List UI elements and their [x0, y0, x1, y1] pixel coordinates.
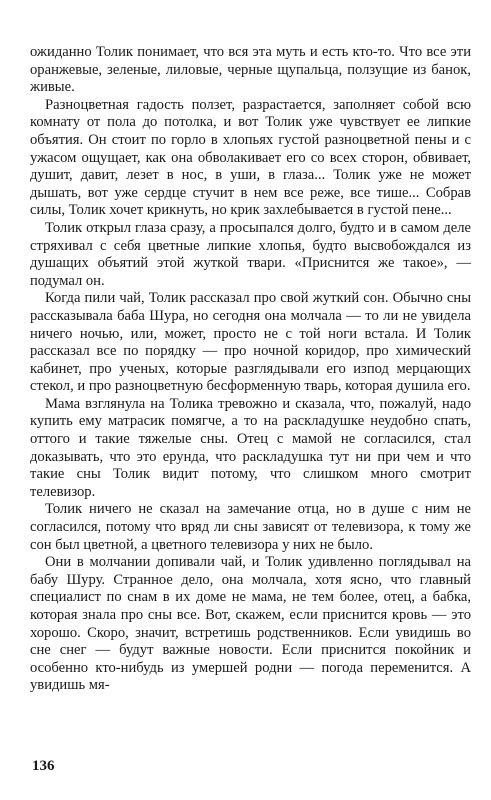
page-number: 136: [32, 758, 55, 774]
paragraph-5: Мама взглянула на Толика тревожно и сказала, что, пожалуй, надо купить ему матрасик помягче, а то на раскладушке неудобно спать, оттого и такие тяжелые сны. Отец с мамой не согласился, стал доказывать, что это ерунда, что раскладушка тут ни при чем и что такие сны Толик видит потому, что слишком много смотрит телевизор.: [30, 395, 471, 500]
paragraph-7: Они в молчании допивали чай, и Толик удивленно поглядывал на бабу Шуру. Странное дело, она молчала, хотя ясно, что главный специалист по снам в их доме не мама, не тем более, отец, а бабка, которая знала про сны все. Вот, скажем, если приснится кровь — это хорошо. Скоро, значит, встретишь родственников. Если увидишь во сне снег — будут важные новости. Если приснится покойник и особенно кто-нибудь из умершей родни — погода переменится. А увидишь мя-: [30, 554, 471, 694]
paragraph-4: Когда пили чай, Толик рассказал про свой жуткий сон. Обычно сны рассказывала баба Шура, но сегодня она молчала — то ли не увидела ничего ночью, или, может, просто не с той ноги встала. И Толик рассказал все по порядку — про ночной коридор, про химический кабинет, про ученых, которые разглядывали его изпод мерцающих стекол, и про разноцветную бесформенную тварь, которая душила его.: [30, 290, 471, 395]
paragraph-1: ожиданно Толик понимает, что вся эта муть и есть кто-то. Что все эти оранжевые, зеленые, лиловые, черные щупальца, ползущие из банок, живые.: [30, 44, 471, 96]
book-page-text: [30, 44, 471, 695]
paragraph-3: Толик открыл глаза сразу, а просыпался долго, будто и в самом деле стряхивал с себя цветные липкие хлопья, будто высвобождался из душащих объятий этой жуткой твари. «Приснится же такое», — подумал он.: [30, 219, 471, 289]
paragraph-2: Разноцветная гадость ползет, разрастается, заполняет собой всю комнату от пола до потолка, и вот Толик уже чувствует ее липкие объятия. Он стоит по горло в хлопьях густой разноцветной пены и с ужасом ощущает, как она обволакивает его со всех сторон, обвивает, душит, давит, лезет в нос, в уши, в глаза... Толик уже не может дышать, вот уже сердце стучит в нем все реже, все тише... Собрав силы, Толик хочет крикнуть, но крик захлебывается в густой пене...: [30, 96, 471, 219]
paragraph-6: Толик ничего не сказал на замечание отца, но в душе с ним не согласился, потому что вряд ли сны зависят от телевизора, к тому же сон был цветной, а цветного телевизора у них не было.: [30, 501, 471, 553]
